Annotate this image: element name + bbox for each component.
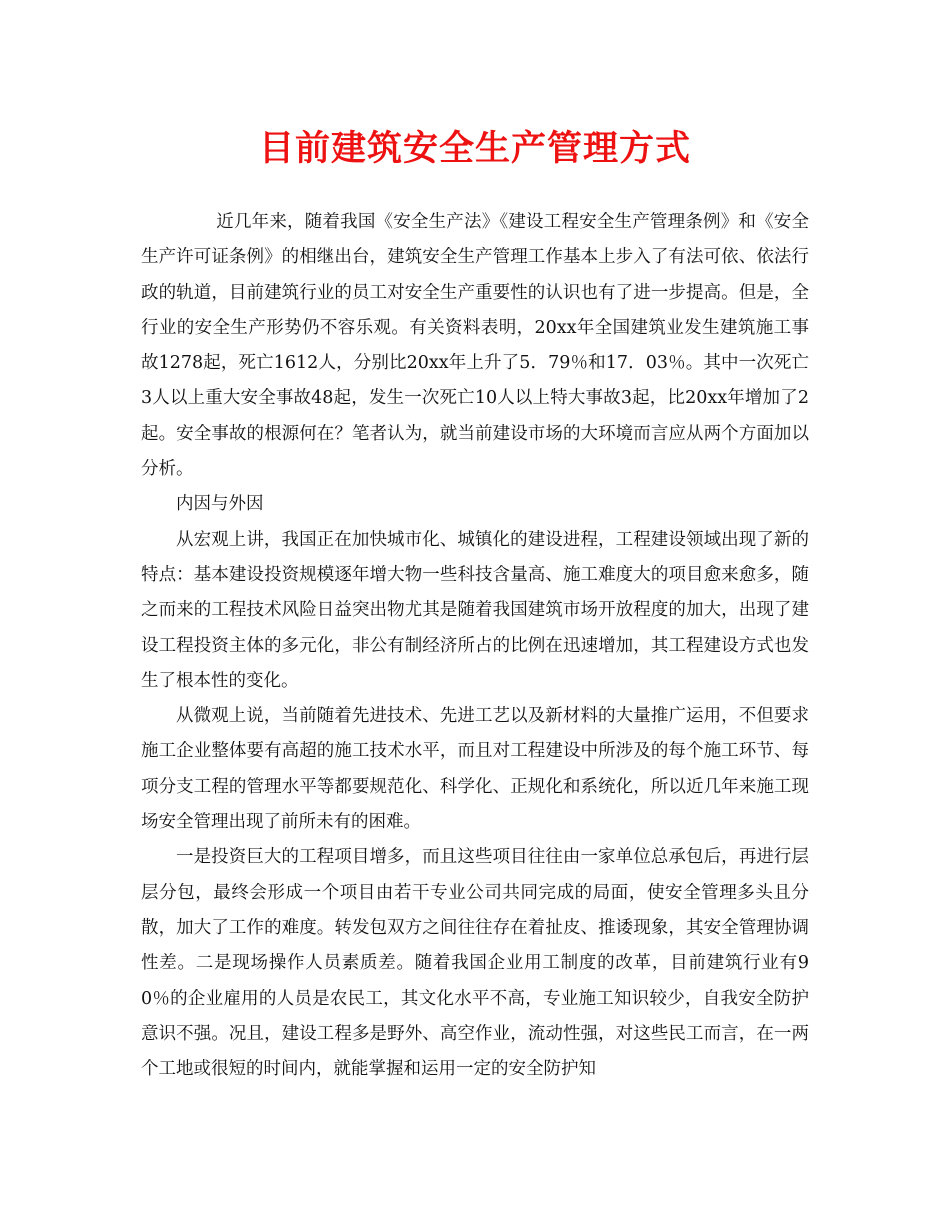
section-heading: 内因与外因 <box>176 494 264 515</box>
paragraph-macro: 从宏观上讲，我国正在加快城市化、城镇化的建设进程，工程建设领域出现了新的特点：基本建设投资规模逐年增大物一些科技含量高、施工难度大的项目愈来愈多，随之而来的工程技术风险日益突出物尤其是随着我国建筑市场开放程度的加大，出现了建设工程投资主体的多元化，非公有制经济所占的比例在迅速增加，其工程建设方式也发生了根本性的变化。 <box>141 529 809 691</box>
document-title: 目前建筑安全生产管理方式 <box>258 128 691 169</box>
paragraph-intro: 近几年来，随着我国《安全生产法》《建设工程安全生产管理条例》和《安全生产许可证条例》的相继出台，建筑安全生产管理工作基本上步入了有法可依、依法行政的轨道，目前建筑行业的员工对安全生产重要性的认识也有了进一步提高。但是，全行业的安全生产形势仍不容乐观。有关资料表明，20xx年全国建筑业发生建筑施工事故1278起，死亡1612人，分别比20xx年上升了5．79％和17．03％。其中一次死亡3人以上重大安全事故48起，发生一次死亡10人以上特大事故3起，比20xx年增加了2起。安全事故的根源何在？笔者认为，就当前建设市场的大环境而言应从两个方面加以分析。 <box>141 212 809 480</box>
paragraph-problems: 一是投资巨大的工程项目增多，而且这些项目往往由一家单位总承包后，再进行层层分包，最终会形成一个项目由若干专业公司共同完成的局面，使安全管理多头且分散，加大了工作的难度。转发包双方之间往往存在着扯皮、推诿现象，其安全管理协调性差。二是现场操作人员素质差。随着我国企业用工制度的改革，目前建筑行业有90％的企业雇用的人员是农民工，其文化水平不高，专业施工知识较少，自我安全防护意识不强。况且，建设工程多是野外、高空作业，流动性强，对这些民工而言，在一两个工地或很短的时间内，就能掌握和运用一定的安全防护知 <box>141 847 809 1080</box>
document-body <box>141 205 809 1087</box>
paragraph-micro: 从微观上说，当前随着先进技术、先进工艺以及新材料的大量推广运用，不但要求施工企业整体要有高超的施工技术水平，而且对工程建设中所涉及的每个施工环节、每项分支工程的管理水平等都要规范化、科学化、正规化和系统化，所以近几年来施工现场安全管理出现了前所未有的困难。 <box>141 706 809 833</box>
